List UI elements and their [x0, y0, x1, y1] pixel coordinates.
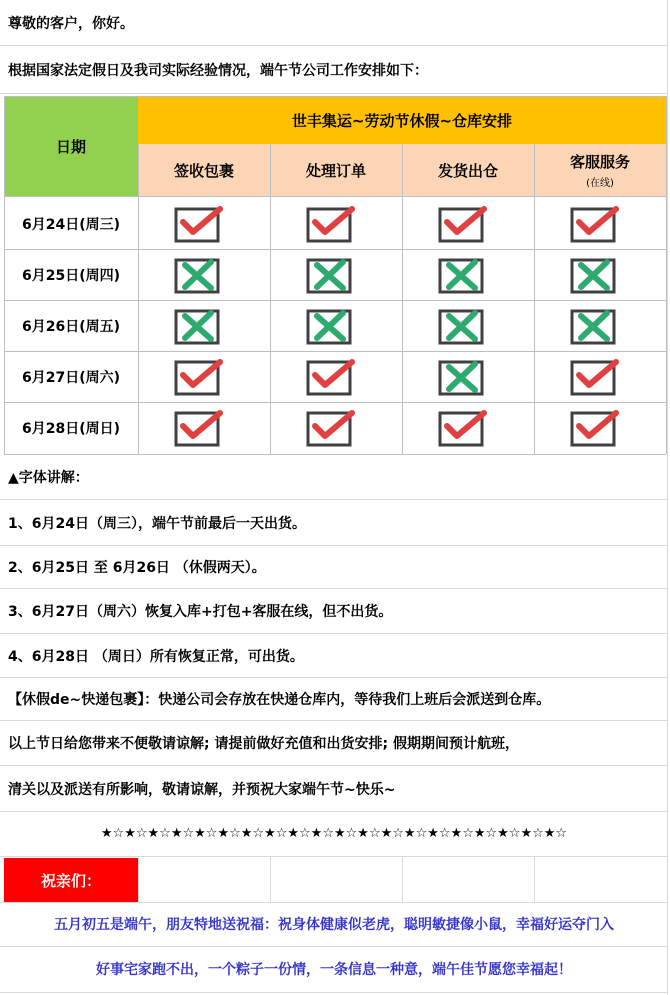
blessing-line-2: 好事宅家跑不出，一个粽子一份情，一条信息一种意，端午佳节愿您幸福起！ — [96, 962, 572, 978]
note-row — [0, 546, 668, 589]
check-icon — [438, 205, 488, 243]
check-icon — [306, 205, 356, 243]
intro-text: 根据国家法定假日及我司实际经验情况，端午节公司工作安排如下： — [8, 62, 428, 79]
note-text: 4、6月28日 （周日）所有恢复正常，可出货。 — [8, 648, 304, 665]
note-row — [0, 634, 668, 678]
note-row — [0, 766, 668, 812]
note-text: 2、6月25日 至 6月26日 （休假两天）。 — [8, 560, 266, 576]
date-cell: 6月26日(周五) — [21, 318, 121, 335]
stars-divider: ★☆★☆★☆★☆★☆★☆★☆★☆★☆★☆★☆★☆★☆★☆★☆★☆★☆★☆★☆★☆ — [100, 826, 568, 841]
note-text: 3、6月27日（周六）恢复入库+打包+客服在线，但不出货。 — [8, 604, 393, 620]
cross-icon — [306, 307, 356, 345]
date-header: 日期 — [4, 96, 138, 196]
column-note: (在线) — [586, 178, 614, 189]
cross-icon — [438, 307, 488, 345]
grid-line — [534, 857, 535, 902]
note-text: 以上节日给您带来不便敬请谅解; 请提前做好充值和出货安排; 假期期间预计航班， — [8, 736, 519, 752]
grid-line — [138, 144, 139, 454]
greeting-text: 尊敬的客户，你好。 — [8, 15, 134, 32]
grid-line — [4, 96, 666, 97]
grid-line — [270, 144, 271, 454]
grid-line — [666, 96, 667, 454]
note-row — [0, 721, 668, 766]
check-icon — [174, 409, 224, 447]
blessing-label: 祝亲们： — [4, 858, 138, 902]
note-text: 清关以及派送有所影响，敬请谅解，并预祝大家端午节~快乐~ — [8, 781, 396, 798]
cross-icon — [438, 358, 488, 396]
check-icon — [570, 205, 620, 243]
cross-icon — [570, 307, 620, 345]
table-title: 世丰集运~劳动节休假~仓库安排 — [138, 96, 666, 144]
cross-icon — [438, 256, 488, 294]
column-header-service — [534, 144, 666, 196]
check-icon — [438, 409, 488, 447]
column-label: 签收包裹 — [173, 161, 234, 180]
column-header-orders — [270, 144, 402, 196]
grid-line — [534, 144, 535, 454]
note-text: 【休假de~快递包裹】：快递公司会存放在快递仓库内，等待我们上班后会派送到仓库。 — [8, 692, 551, 708]
note-text: 1、6月24日（周三），端午节前最后一天出货。 — [8, 515, 306, 532]
cross-icon — [174, 256, 224, 294]
intro-row — [0, 46, 668, 94]
grid-line — [4, 196, 666, 197]
column-label: 发货出仓 — [437, 161, 498, 180]
check-icon — [306, 409, 356, 447]
grid-line — [402, 857, 403, 902]
check-icon — [306, 358, 356, 396]
check-icon — [570, 409, 620, 447]
date-cell: 6月28日(周日) — [21, 420, 121, 437]
column-label: 客服服务 — [569, 153, 630, 171]
date-cell: 6月25日(周四) — [21, 267, 121, 284]
check-icon — [174, 205, 224, 243]
grid-line — [270, 857, 271, 902]
cross-icon — [570, 256, 620, 294]
column-header-receive — [138, 144, 270, 196]
column-header-shipping — [402, 144, 534, 196]
cross-icon — [174, 307, 224, 345]
notes-heading-row — [0, 454, 668, 500]
grid-line — [138, 857, 139, 902]
check-icon — [570, 358, 620, 396]
date-cell: 6月24日(周三) — [21, 216, 121, 233]
grid-line — [402, 144, 403, 454]
greeting-row — [0, 0, 668, 46]
notes-heading: ▲字体讲解： — [8, 469, 89, 486]
blessing-line-1: 五月初五是端午，朋友特地送祝福：祝身体健康似老虎，聪明敏捷像小鼠，幸福好运夺门入 — [54, 917, 614, 933]
column-label: 处理订单 — [305, 161, 366, 180]
check-icon — [174, 358, 224, 396]
note-row — [0, 500, 668, 546]
cross-icon — [306, 256, 356, 294]
date-cell: 6月27日(周六) — [21, 369, 121, 386]
note-row — [0, 678, 668, 721]
note-row — [0, 589, 668, 634]
